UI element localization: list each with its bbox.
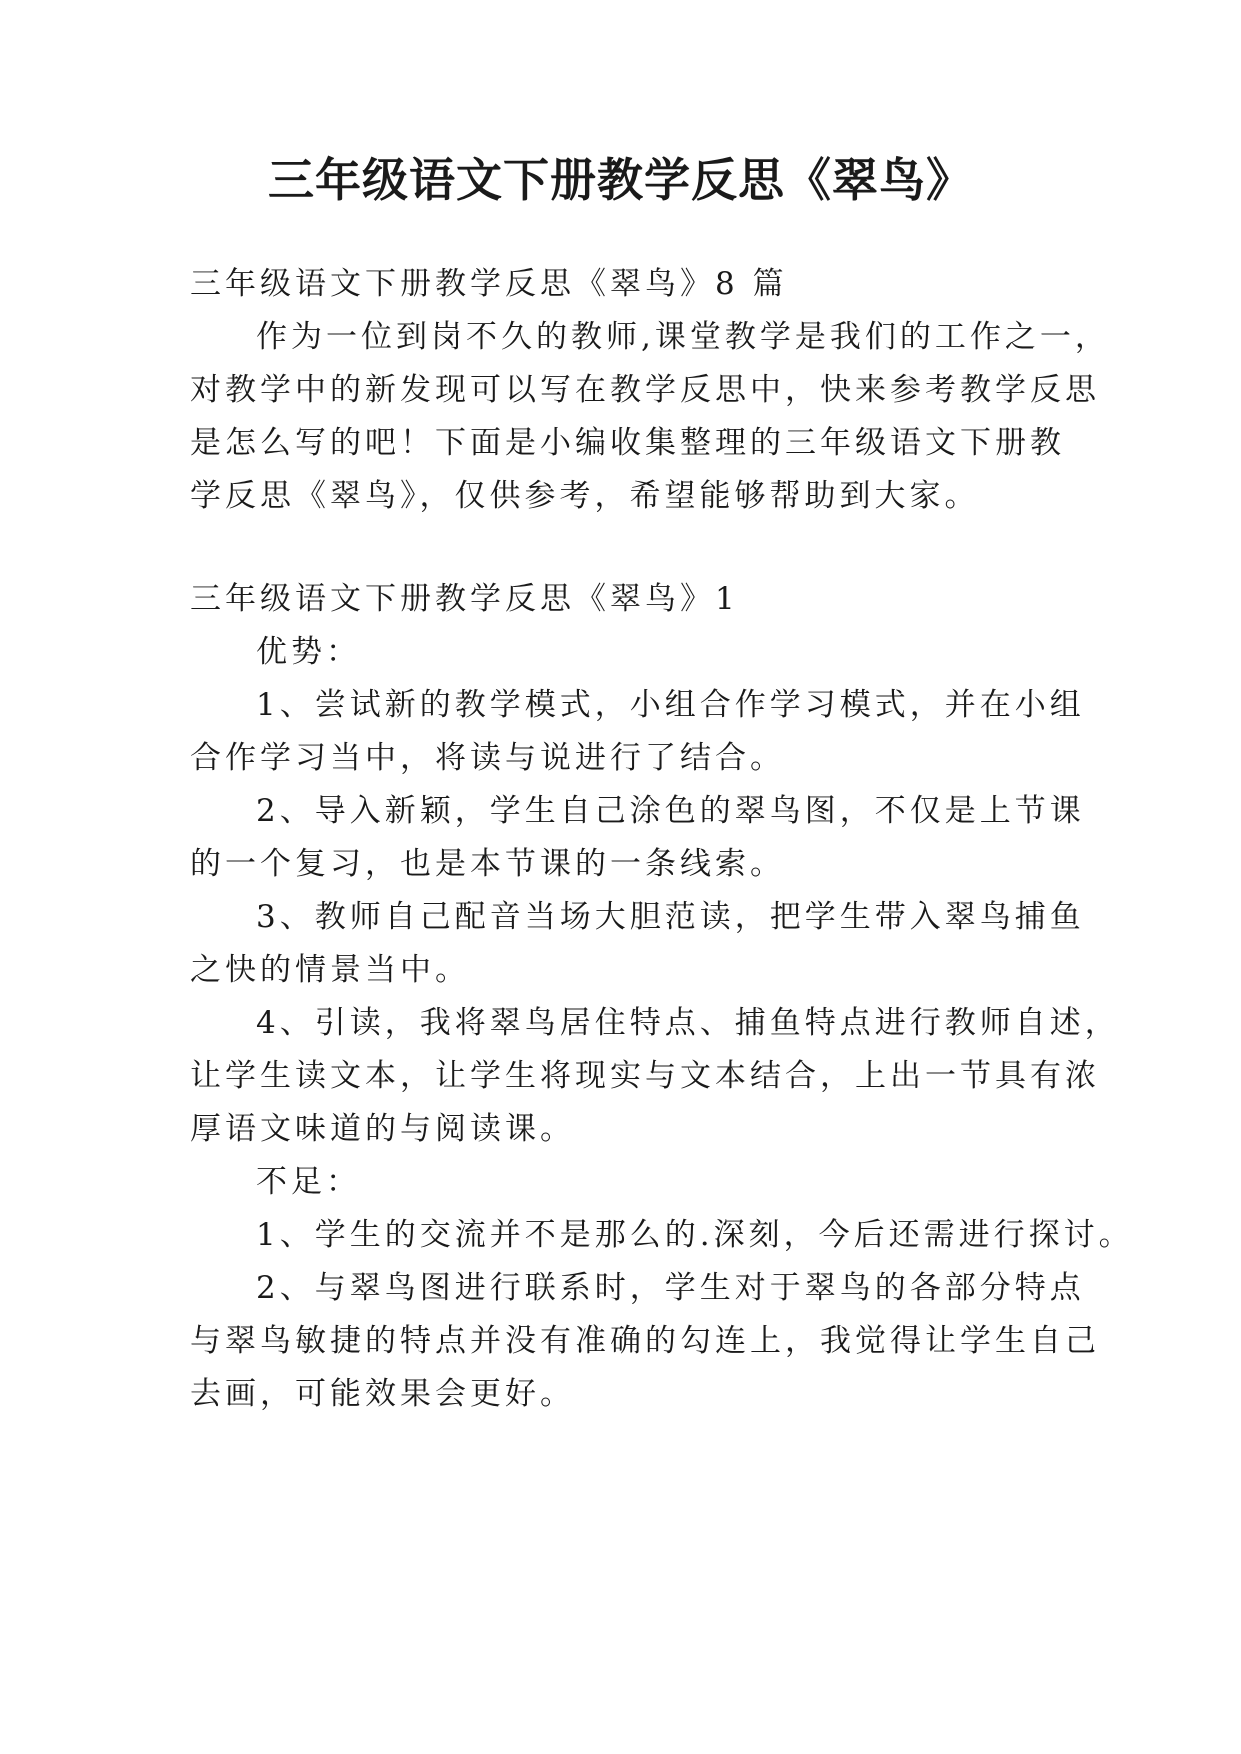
paragraph-line: 4、引读，我将翠鸟居住特点、捕鱼特点进行教师自述， [256, 1005, 1120, 1041]
paragraph-line: 合作学习当中，将读与说进行了结合。 [190, 740, 785, 776]
paragraph-line: 厚语文味道的与阅读课。 [190, 1111, 575, 1147]
document-title: 三年级语文下册教学反思《翠鸟》 [268, 153, 973, 207]
paragraph-line: 之快的情景当中。 [190, 952, 470, 988]
paragraph-line: 与翠鸟敏捷的特点并没有准确的勾连上，我觉得让学生自己 [190, 1323, 1100, 1359]
paragraph-line: 2、与翠鸟图进行联系时，学生对于翠鸟的各部分特点 [256, 1270, 1085, 1306]
paragraph-line: 让学生读文本，让学生将现实与文本结合，上出一节具有浓 [190, 1058, 1100, 1094]
paragraph-line: 1、学生的交流并不是那么的.深刻，今后还需进行探讨。 [256, 1217, 1134, 1253]
subheading-shortcomings: 不足： [256, 1164, 361, 1200]
paragraph-line: 对教学中的新发现可以写在教学反思中，快来参考教学反思 [190, 372, 1100, 408]
paragraph-line: 的一个复习，也是本节课的一条线索。 [190, 846, 785, 882]
paragraph-line: 1、尝试新的教学模式，小组合作学习模式，并在小组 [256, 687, 1085, 723]
section-heading: 三年级语文下册教学反思《翠鸟》8 篇 [190, 266, 788, 302]
paragraph-line: 作为一位到岗不久的教师,课堂教学是我们的工作之一， [256, 319, 1110, 355]
paragraph-line: 学反思《翠鸟》，仅供参考，希望能够帮助到大家。 [190, 478, 980, 514]
paragraph-line: 3、教师自己配音当场大胆范读，把学生带入翠鸟捕鱼 [256, 899, 1085, 935]
paragraph-line: 是怎么写的吧！下面是小编收集整理的三年级语文下册教 [190, 425, 1065, 461]
section-heading: 三年级语文下册教学反思《翠鸟》1 [190, 581, 739, 617]
paragraph-line: 去画，可能效果会更好。 [190, 1376, 575, 1412]
paragraph-line: 2、导入新颖，学生自己涂色的翠鸟图，不仅是上节课 [256, 793, 1085, 829]
subheading-strengths: 优势： [256, 634, 361, 670]
